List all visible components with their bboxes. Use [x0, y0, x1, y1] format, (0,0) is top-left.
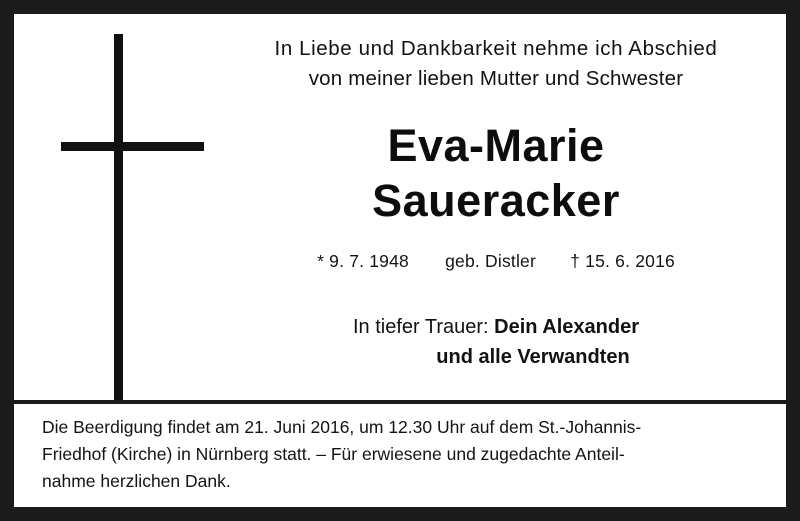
- section-divider: [14, 400, 786, 404]
- funeral-line-2: Friedhof (Kirche) in Nürnberg statt. – Für erwiesene und zugedachte Anteil-: [42, 444, 625, 465]
- maiden-name: geb. Distler: [445, 251, 537, 272]
- life-dates: [210, 251, 782, 272]
- cross-icon: [42, 34, 202, 404]
- intro-line-1: In Liebe und Dankbarkeit nehme ich Abschied: [274, 37, 718, 60]
- intro-line-2: von meiner lieben Mutter und Schwester: [308, 66, 684, 90]
- cross-horizontal-bar: [61, 142, 204, 151]
- obituary-inner: [14, 14, 786, 507]
- intro-text: [210, 34, 782, 93]
- mourning-row-1: [210, 312, 782, 342]
- name-line-1: Eva-Marie: [387, 120, 605, 172]
- mourner-relatives: und alle Verwandten: [436, 346, 630, 369]
- funeral-details: [42, 414, 762, 495]
- mourning-prefix: In tiefer Trauer:: [352, 316, 489, 339]
- name-line-2: Saueracker: [372, 175, 620, 227]
- mourner-name: Dein Alexander: [494, 316, 640, 339]
- mourning-block: [210, 312, 782, 372]
- mourning-row-2: [210, 342, 782, 372]
- cross-vertical-bar: [114, 34, 123, 402]
- death-date: † 15. 6. 2016: [570, 251, 675, 272]
- deceased-name: [210, 119, 782, 229]
- obituary-text-column: [210, 34, 782, 372]
- funeral-line-3: nahme herzlichen Dank.: [42, 471, 231, 492]
- funeral-line-1: Die Beerdigung findet am 21. Juni 2016, um 12.30 Uhr auf dem St.-Johannis-: [42, 417, 642, 437]
- birth-date: * 9. 7. 1948: [317, 251, 409, 272]
